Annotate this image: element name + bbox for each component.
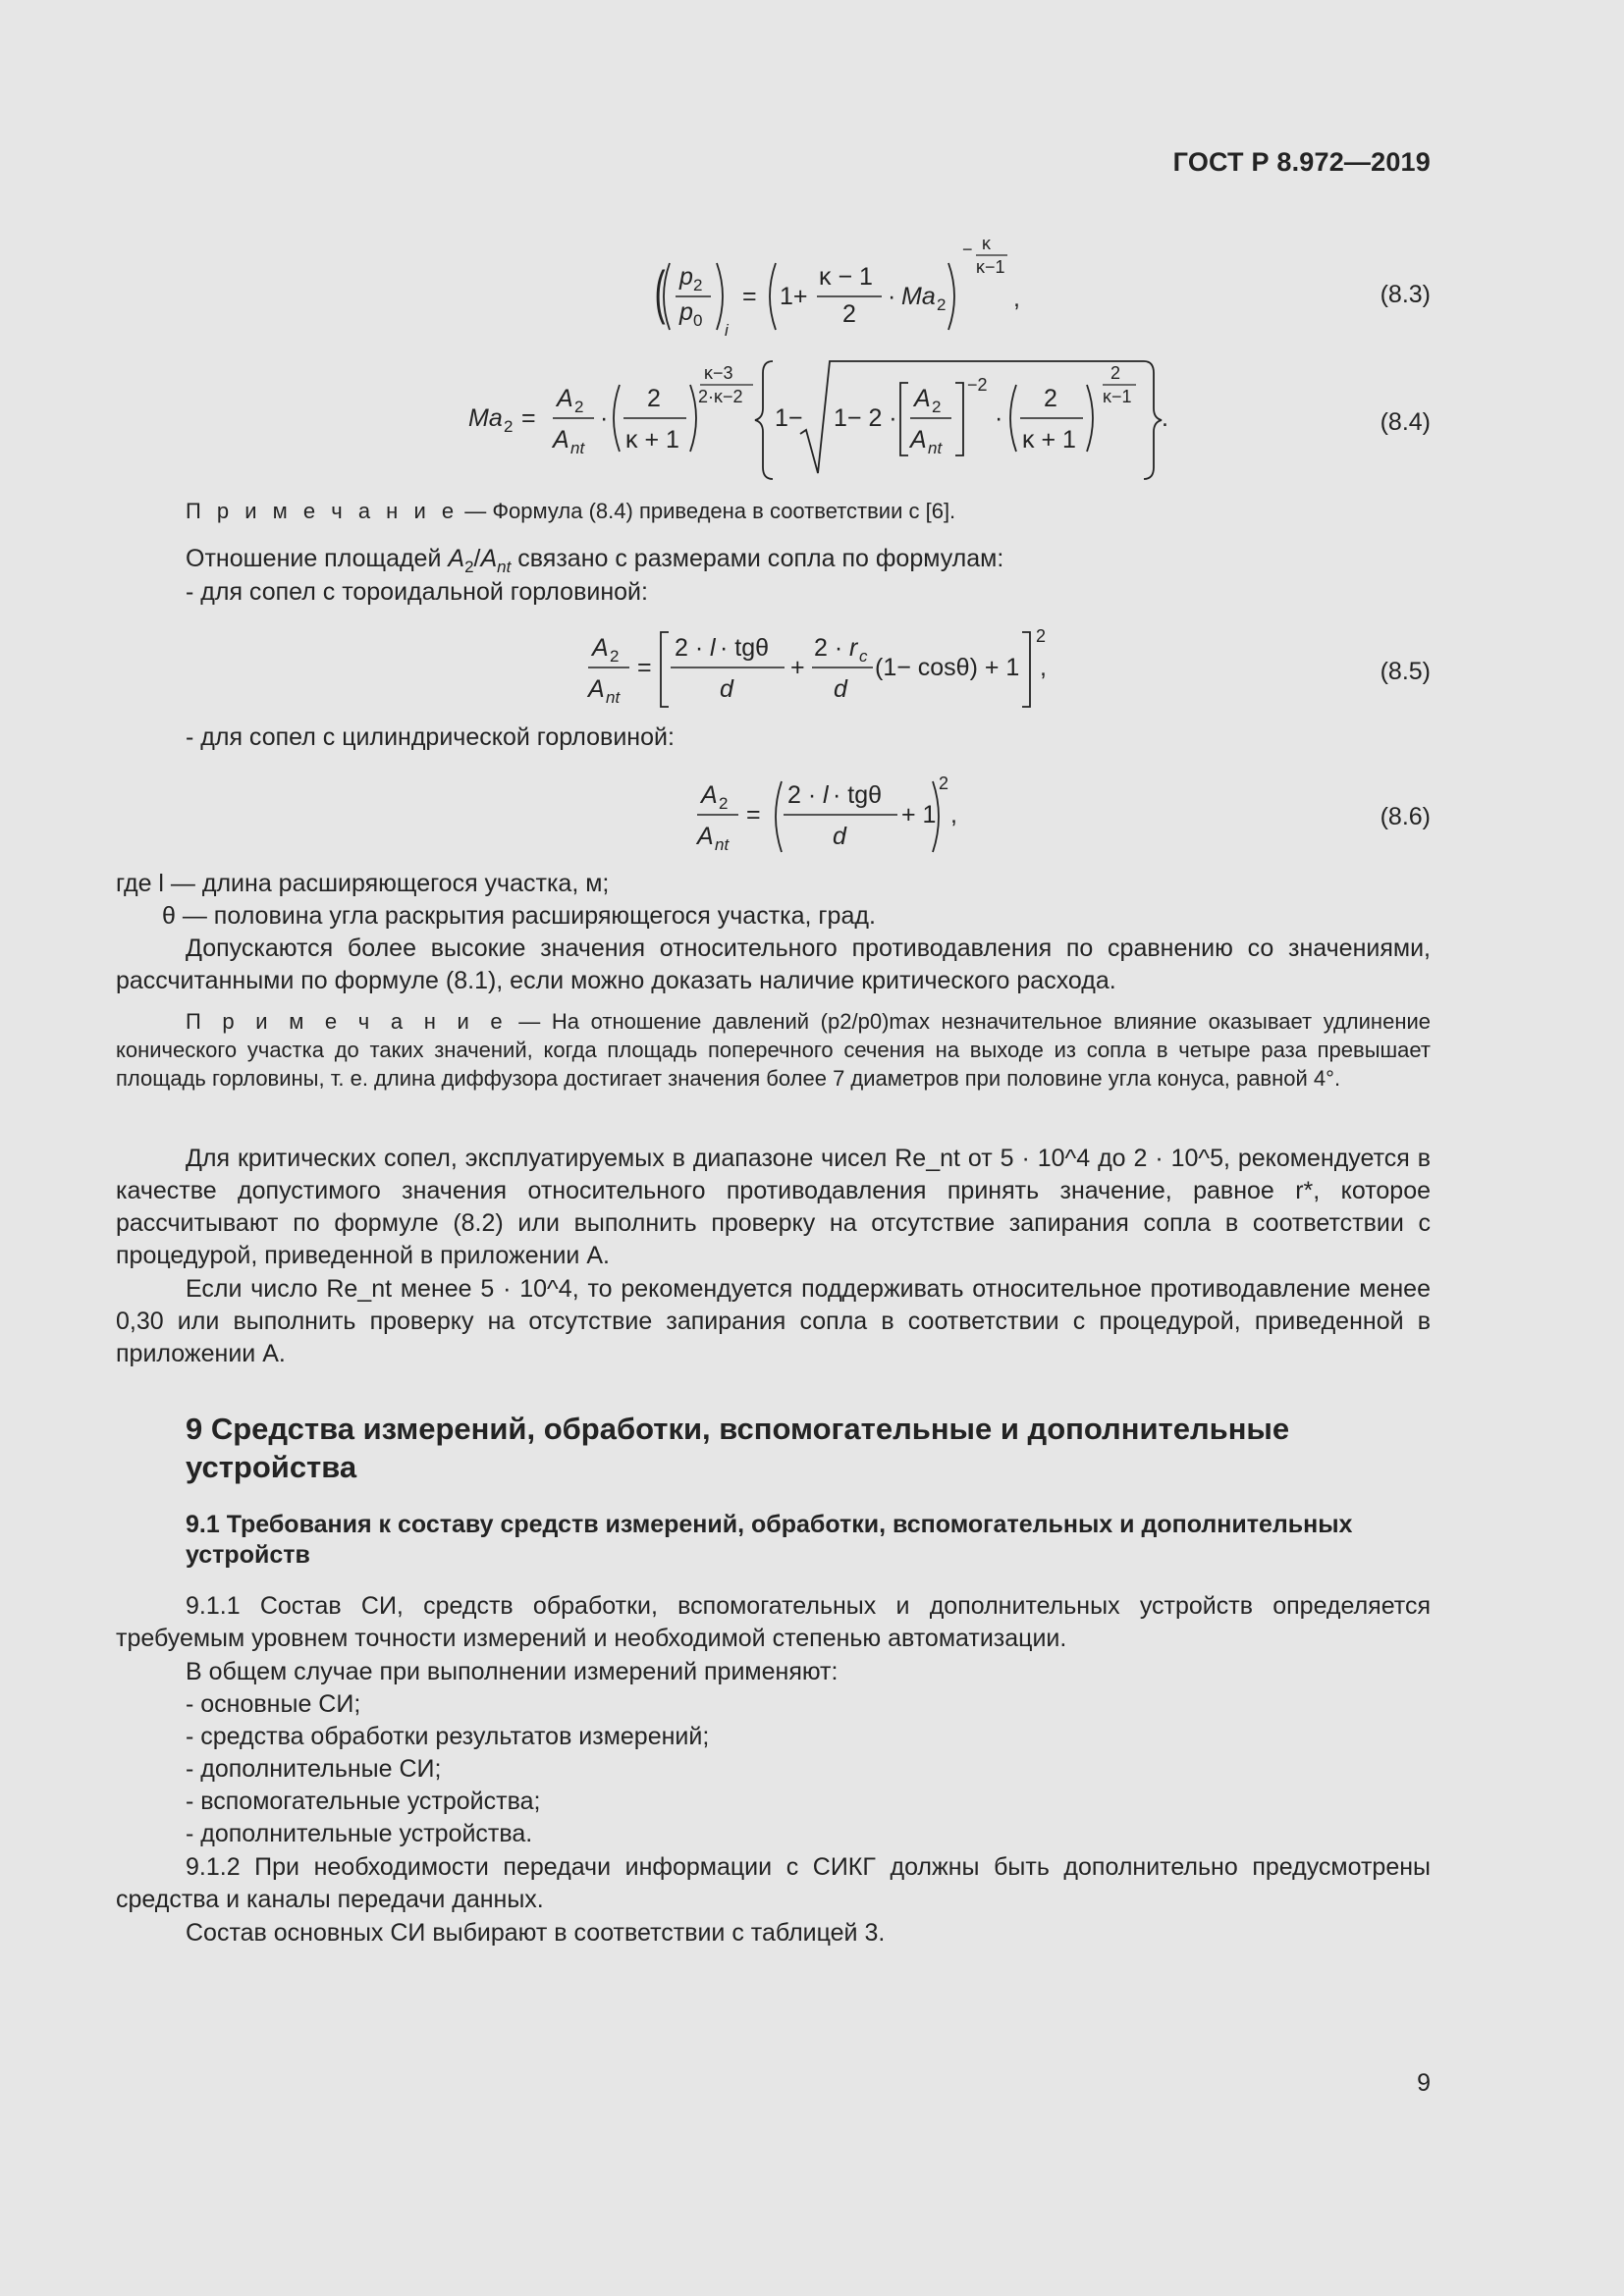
svg-text:=: = [742,283,757,310]
svg-text:A: A [557,385,573,412]
svg-text:1− 2 ·: 1− 2 · [834,404,897,432]
svg-text:A: A [701,781,718,809]
svg-text:(1− cosθ) + 1: (1− cosθ) + 1 [875,654,1020,681]
svg-text:r: r [849,634,858,662]
svg-text:2: 2 [610,647,620,666]
svg-text:·: · [888,283,896,310]
svg-text:Ma: Ma [901,283,936,310]
svg-text:d: d [834,675,847,703]
svg-text:p: p [679,298,693,326]
svg-text:=: = [521,404,536,432]
svg-text:Ma: Ma [468,404,503,432]
svg-text:(: ( [654,259,666,326]
svg-text:.: . [1162,404,1168,432]
svg-text:2: 2 [1044,385,1057,412]
formula-number: (8.6) [1380,803,1431,830]
paragraph-9-1-2: 9.1.2 При необходимости передачи информации с СИКГ должны быть дополнительно предусмотрены средства и каналы передачи данных. [116,1853,1431,1913]
svg-text:·: · [995,404,1003,432]
page-number: 9 [1417,2069,1431,2097]
svg-text:l: l [710,634,716,662]
standard-header: ГОСТ Р 8.972—2019 [1172,147,1431,177]
formula-number: (8.4) [1380,408,1431,436]
svg-text:=: = [637,654,652,681]
svg-text:2: 2 [574,398,584,416]
cylindrical-label: - для сопел с цилиндрической горловиной: [186,723,675,751]
svg-text:2: 2 [932,398,942,416]
note-label: П р и м е ч а н и е [186,499,460,523]
svg-text:−: − [962,240,973,259]
formula-8-4 [466,351,1173,489]
list-item: - основные СИ; [186,1690,361,1718]
list-item: - дополнительные СИ; [186,1755,442,1783]
svg-text:A: A [910,426,927,454]
toroidal-label: - для сопел с тороидальной горловиной: [186,578,648,606]
svg-text:2: 2 [939,774,949,793]
svg-text:2: 2 [719,794,729,813]
svg-text:,: , [1040,654,1047,681]
svg-text:2: 2 [647,385,661,412]
svg-text:0: 0 [693,311,703,330]
text-fragment: Отношение площадей [186,545,449,572]
list-item: - средства обработки результатов измерений; [186,1723,710,1750]
formula-8-3 [648,236,1041,344]
svg-text:κ + 1: κ + 1 [625,426,679,454]
composition-paragraph: Состав основных СИ выбирают в соответствии с таблицей 3. [186,1919,886,1947]
svg-text:2: 2 [1110,363,1121,383]
re-lower-paragraph: Если число Re_nt менее 5 · 10^4, то рекомендуется поддерживать относительное противодавление менее 0,30 или выполнить проверку на отсутствие запирания сопла в соответствии с процедурой, приведенной в приложении А. [116,1275,1431,1367]
svg-text:κ−3: κ−3 [704,363,733,383]
svg-text:d: d [833,823,846,850]
note-label: П р и м е ч а н и е [186,1009,508,1034]
svg-text:2: 2 [693,276,703,294]
svg-text:nt: nt [606,688,621,707]
formula-8-5 [584,620,1056,719]
svg-text:1+: 1+ [780,283,808,310]
note-text: — Формула (8.4) приведена в соответствии с [6]. [464,499,956,523]
section-9-title: 9 Средства измерений, обработки, вспомогательные и дополнительные устройства [186,1412,1290,1484]
svg-text:2: 2 [842,300,856,328]
svg-text:l: l [823,781,829,809]
svg-text:2: 2 [1036,626,1047,646]
allowed-paragraph: Допускаются более высокие значения относительного противодавления по сравнению со значениями, рассчитанными по формуле (8.1), если можно доказать наличие критического расхода. [116,934,1431,994]
svg-text:κ − 1: κ − 1 [819,263,873,291]
svg-text:2·κ−2: 2·κ−2 [698,387,743,406]
svg-text:A: A [697,823,714,850]
svg-text:=: = [746,801,761,828]
text-fragment: связано с размерами сопла по формулам: [511,545,1004,572]
svg-text:p: p [679,263,693,291]
critical-nozzles-paragraph: Для критических сопел, эксплуатируемых в диапазоне чисел Re_nt от 5 · 10^4 до 2 · 10^5, рекомендуется в качестве допустимого значения относительного противодавления принять значение, равное r*, которое рассчитывают по формуле (8.2) или выполнить проверку на отсутствие запирания сопла в соответствии с процедурой, приведенной в приложении А. [116,1145,1431,1269]
svg-text:A: A [592,634,609,662]
svg-text:· tgθ: · tgθ [833,781,883,809]
svg-text:·: · [600,404,609,432]
svg-text:nt: nt [928,439,943,457]
svg-text:A: A [588,675,605,703]
svg-text:,: , [950,801,957,828]
paragraph-9-1-1: 9.1.1 Состав СИ, средств обработки, вспомогательных и дополнительных устройств определяется требуемым уровнем точности измерений и необходимой степенью автоматизации. [116,1592,1431,1652]
note-formula-source [186,497,1431,525]
svg-text:nt: nt [715,835,730,854]
svg-text:κ: κ [982,234,991,253]
svg-text:κ−1: κ−1 [976,257,1005,277]
svg-text:nt: nt [570,439,585,457]
area-ratio-intro: Отношение площадей $A_2/A_{nt}$ связано с размерами сопла по формулам: [186,545,1004,576]
svg-text:2 ·: 2 · [814,634,843,662]
general-case: В общем случае при выполнении измерений применяют: [186,1658,839,1685]
svg-text:2: 2 [937,295,947,314]
where-theta: θ — половина угла раскрытия расширяющегося участка, град. [162,902,876,930]
note-pressure-ratio [116,1007,1431,1093]
formula-number: (8.3) [1380,281,1431,308]
svg-text:· tgθ: · tgθ [720,634,770,662]
list-item: - вспомогательные устройства; [186,1788,541,1815]
svg-text:2 ·: 2 · [787,781,817,809]
where-l: где l — длина расширяющегося участка, м; [116,870,610,897]
svg-text:A: A [553,426,569,454]
note-text: — На отношение давлений (p2/p0)max незначительное влияние оказывает удлинение конического участка до таких значений, когда площадь поперечного сечения на выходе из сопла в четыре раза превышает площадь горловины, т. е. длина диффузора достигает значения более 7 диаметров при половине угла конуса, равной 4°. [116,1009,1431,1091]
svg-text:2 ·: 2 · [675,634,704,662]
svg-text:1−: 1− [775,404,803,432]
instrument-list [186,1688,1431,1850]
svg-text:,: , [1013,285,1020,312]
svg-text:κ−1: κ−1 [1103,387,1132,406]
svg-text:c: c [859,647,868,666]
list-item: - дополнительные устройства. [186,1820,533,1847]
section-9-1-title: 9.1 Требования к составу средств измерений, обработки, вспомогательных и дополнительных устройств [186,1511,1353,1569]
formula-number: (8.5) [1380,658,1431,685]
svg-text:+: + [790,654,805,681]
formula-8-6 [693,768,968,866]
svg-text:−2: −2 [967,375,988,395]
svg-text:d: d [720,675,733,703]
svg-text:2: 2 [504,417,514,436]
svg-text:κ + 1: κ + 1 [1022,426,1076,454]
svg-text:A: A [914,385,931,412]
svg-text:+ 1: + 1 [901,801,937,828]
svg-text:i: i [725,321,729,340]
